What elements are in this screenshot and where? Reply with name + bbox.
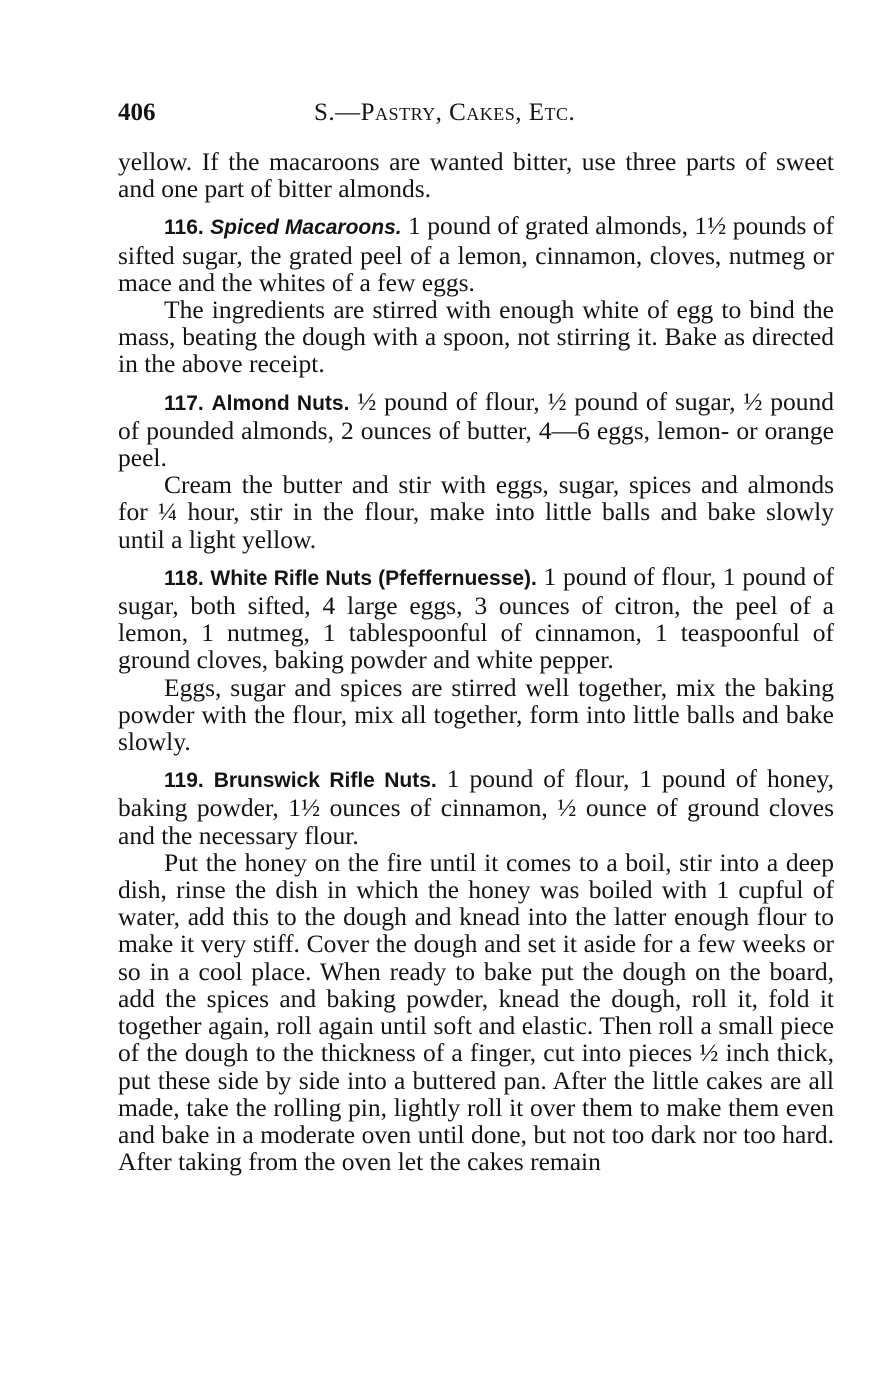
recipe-ingredients: 1 pound of flour, 1 pound of sugar, both sifted, 4 large eggs, 3 ounces of citron, the peel of a lemon, 1 nutmeg, 1 tablespoonful of cinnamon, 1 teaspoonful of ground cloves, baking powder and white pepper. bbox=[118, 561, 835, 675]
recipe-119-directions: Put the honey on the fire until it comes to a boil, stir into a deep dish, rinse the dish in which the honey was boiled with 1 cupful of water, add this to the dough and knead into the latter enough flour to make it very stiff. Cover the dough and set it aside for a few weeks or so in a cool place. When ready to bake put the dough on the board, add the spices and baking powder, knead the dough, roll it, fold it together again, roll again until soft and elastic. Then roll a small piece of the dough to the thickness of a finger, cut into pieces ½ inch thick, put these side by side into a buttered pan. After the little cakes are all made, take the rolling pin, lightly roll it over them to make them even and bake in a moderate oven until done, but not too dark nor too hard. After taking from the oven let the cakes remain bbox=[118, 847, 834, 1177]
continuation-paragraph: yellow. If the macaroons are wanted bitter, use three parts of sweet and one part of bitter almonds. bbox=[118, 147, 834, 204]
recipe-number: 118. bbox=[164, 566, 204, 590]
page-number: 406 bbox=[118, 99, 156, 126]
recipe-117-directions: Cream the butter and stir with eggs, sugar, spices and almonds for ¼ hour, stir in the flour, make into little balls and bake slowly until a light yellow. bbox=[118, 470, 834, 554]
recipe-116-ingredients-paragraph bbox=[118, 212, 834, 296]
recipe-117-ingredients-paragraph bbox=[118, 388, 834, 472]
recipe-118-ingredients-paragraph bbox=[118, 563, 834, 674]
recipe-number: 116. bbox=[164, 216, 204, 240]
recipe-title: White Rifle Nuts (Pfeffernuesse). bbox=[210, 566, 537, 590]
recipe-number: 119. bbox=[164, 769, 204, 793]
recipe-ingredients: ½ pound of flour, ½ pound of sugar, ½ pound of pounded almonds, 2 ounces of butter, 4—6 eggs, lemon- or orange peel. bbox=[118, 386, 835, 473]
chapter-title: S.—Pastry, Cakes, Etc. bbox=[314, 99, 576, 126]
recipe-116-directions: The ingredients are stirred with enough white of egg to bind the mass, beating the dough with a spoon, not stirring it. Bake as directed in the above receipt. bbox=[118, 295, 834, 379]
recipe-title: Spiced Macaroons. bbox=[210, 216, 402, 240]
recipe-119-ingredients-paragraph bbox=[118, 765, 834, 849]
recipe-number: 117. bbox=[164, 391, 204, 415]
running-head bbox=[118, 96, 834, 130]
recipe-title: Brunswick Rifle Nuts. bbox=[213, 769, 437, 793]
recipe-118-directions: Eggs, sugar and spices are stirred well together, mix the baking powder with the flour, mix all together, form into little balls and bake slowly. bbox=[118, 672, 834, 757]
recipe-ingredients: 1 pound of flour, 1 pound of honey, baking powder, 1½ ounces of cinnamon, ½ ounce of ground cloves and the necessary flour. bbox=[118, 764, 835, 850]
recipe-ingredients: 1 pound of grated almonds, 1½ pounds of sifted sugar, the grated peel of a lemon, cinnamon, cloves, nutmeg or mace and the whites of a few eggs. bbox=[118, 211, 835, 297]
recipe-title: Almond Nuts. bbox=[211, 391, 350, 415]
page-body bbox=[118, 148, 834, 1175]
